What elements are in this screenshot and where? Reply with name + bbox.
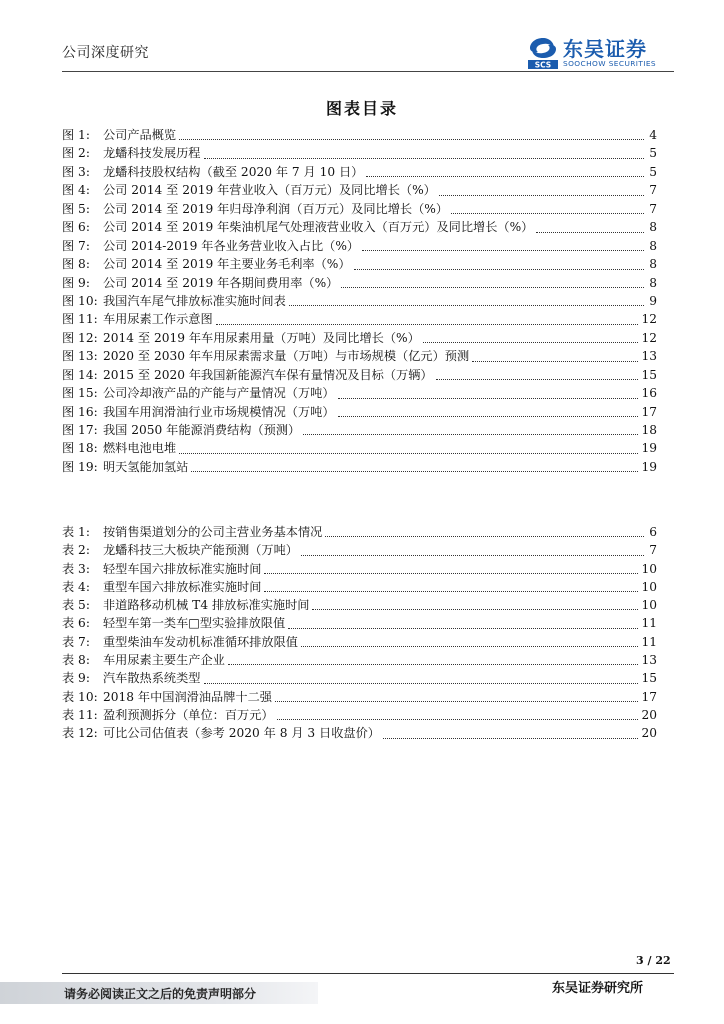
figure-entry-label: 图 6: bbox=[62, 220, 90, 235]
dot-leader bbox=[366, 175, 644, 177]
figure-entry-label: 图 1: bbox=[62, 128, 90, 142]
figure-entry-label: 图 10: bbox=[62, 293, 98, 308]
figure-entry-label: 图 2: bbox=[62, 146, 90, 161]
header-divider bbox=[62, 71, 674, 72]
table-entry-title: 非道路移动机械 T4 排放标准实施时间 bbox=[103, 598, 310, 613]
figure-entry-page: 18 bbox=[641, 423, 657, 437]
figure-entry-page: 19 bbox=[641, 441, 657, 456]
table-entry-title: 按销售渠道划分的公司主营业务基本情况 bbox=[103, 525, 323, 539]
table-entry-label: 表 7: bbox=[62, 634, 90, 649]
table-entry-title: 车用尿素主要生产企业 bbox=[103, 653, 225, 668]
table-list bbox=[62, 523, 657, 743]
figure-entry-label: 图 16: bbox=[62, 404, 98, 419]
table-entry-label: 表 12: bbox=[62, 726, 98, 741]
figure-entry-page: 12 bbox=[641, 312, 657, 327]
dot-leader bbox=[179, 452, 638, 454]
dot-leader bbox=[301, 645, 638, 647]
figure-entry[interactable] bbox=[62, 163, 657, 181]
dot-leader bbox=[341, 286, 644, 288]
table-entry-title: 轻型车国六排放标准实施时间 bbox=[103, 561, 262, 576]
figure-entry[interactable] bbox=[62, 200, 657, 218]
figure-entry-page: 7 bbox=[649, 183, 657, 198]
table-entry[interactable] bbox=[62, 523, 657, 541]
figure-entry-label: 图 13: bbox=[62, 349, 98, 364]
figure-entry[interactable] bbox=[62, 310, 657, 328]
table-entry-label: 表 9: bbox=[62, 671, 90, 686]
svg-text:SCS: SCS bbox=[534, 60, 552, 70]
figure-entry-page: 13 bbox=[641, 349, 657, 364]
dot-leader bbox=[536, 231, 644, 233]
figure-entry-page: 8 bbox=[649, 238, 657, 253]
toc-title: 图表目录 bbox=[325, 99, 398, 118]
research-institute-name: 东吴证券研究所 bbox=[552, 981, 644, 996]
table-entry-label: 表 11: bbox=[62, 707, 98, 722]
figure-entry[interactable] bbox=[62, 292, 657, 310]
figure-entry-title: 龙蟠科技发展历程 bbox=[103, 146, 201, 161]
figure-entry[interactable] bbox=[62, 144, 657, 162]
dot-leader bbox=[436, 378, 639, 380]
table-entry[interactable] bbox=[62, 688, 657, 706]
table-entry-label: 表 1: bbox=[62, 525, 90, 539]
dot-leader bbox=[439, 194, 644, 196]
brand-name-en: SOOCHOW SECURITIES bbox=[563, 59, 657, 68]
figure-entry[interactable] bbox=[62, 255, 657, 273]
figure-entry[interactable] bbox=[62, 126, 657, 144]
table-entry[interactable] bbox=[62, 541, 657, 559]
figure-entry[interactable] bbox=[62, 403, 657, 421]
figure-entry-title: 车用尿素工作示意图 bbox=[103, 312, 213, 327]
table-entry-label: 表 8: bbox=[62, 653, 90, 668]
table-entry-title: 2018 年中国润滑油品牌十二强 bbox=[103, 689, 272, 704]
table-entry-label: 表 2: bbox=[62, 543, 90, 558]
dot-leader bbox=[325, 535, 644, 537]
table-entry-page: 6 bbox=[649, 525, 657, 539]
figure-entry[interactable] bbox=[62, 384, 657, 402]
figure-entry-label: 图 8: bbox=[62, 257, 90, 272]
figure-entry-page: 12 bbox=[641, 330, 657, 345]
dot-leader bbox=[338, 415, 639, 417]
table-entry-page: 15 bbox=[641, 671, 657, 686]
figure-entry-title: 明天氢能加氢站 bbox=[103, 459, 189, 474]
figure-entry-page: 8 bbox=[649, 220, 657, 235]
table-entry[interactable] bbox=[62, 651, 657, 669]
figure-entry-title: 公司 2014-2019 年各业务营业收入占比（%） bbox=[103, 238, 360, 253]
figure-entry-page: 4 bbox=[649, 128, 657, 142]
table-entry-title: 重型柴油车发动机标准循环排放限值 bbox=[103, 634, 298, 649]
table-entry-page: 11 bbox=[641, 634, 657, 649]
dot-leader bbox=[451, 212, 644, 214]
figure-entry-label: 图 9: bbox=[62, 275, 90, 290]
dot-leader bbox=[179, 138, 644, 140]
figure-entry-title: 公司 2014 至 2019 年归母净利润（百万元）及同比增长（%） bbox=[103, 201, 449, 216]
figure-entry[interactable] bbox=[62, 237, 657, 255]
figure-entry-page: 8 bbox=[649, 275, 657, 290]
brand-name-cn: 东吴证券 bbox=[563, 37, 647, 61]
dot-leader bbox=[354, 268, 644, 270]
figure-entry[interactable] bbox=[62, 218, 657, 236]
figure-entry-title: 公司冷却液产品的产能与产量情况（万吨） bbox=[103, 386, 335, 401]
table-entry-title: 重型车国六排放标准实施时间 bbox=[103, 579, 262, 594]
figure-entry-title: 我国 2050 年能源消费结构（预测） bbox=[103, 423, 301, 437]
report-type-label: 公司深度研究 bbox=[62, 45, 149, 61]
figure-entry-page: 5 bbox=[649, 164, 657, 179]
dot-leader bbox=[275, 700, 639, 702]
figure-entry[interactable] bbox=[62, 329, 657, 347]
table-entry[interactable] bbox=[62, 724, 657, 742]
table-entry-title: 可比公司估值表（参考 2020 年 8 月 3 日收盘价） bbox=[103, 726, 380, 741]
table-entry-label: 表 3: bbox=[62, 561, 90, 576]
figure-entry-page: 15 bbox=[641, 367, 657, 382]
table-entry-page: 17 bbox=[641, 689, 657, 704]
table-entry[interactable] bbox=[62, 560, 657, 578]
dot-leader bbox=[472, 360, 638, 362]
table-entry-page: 11 bbox=[641, 616, 657, 631]
figure-entry-label: 图 17: bbox=[62, 423, 98, 437]
figure-entry[interactable] bbox=[62, 439, 657, 457]
table-entry-page: 10 bbox=[641, 598, 657, 613]
dot-leader bbox=[301, 554, 644, 556]
table-entry[interactable] bbox=[62, 633, 657, 651]
table-entry-label: 表 5: bbox=[62, 598, 90, 613]
figure-entry-title: 2014 至 2019 年车用尿素用量（万吨）及同比增长（%） bbox=[103, 330, 420, 345]
figure-entry-label: 图 14: bbox=[62, 367, 98, 382]
dot-leader bbox=[277, 718, 639, 720]
figure-entry-label: 图 3: bbox=[62, 164, 90, 179]
soochow-logo-icon bbox=[527, 36, 559, 70]
figure-entry-page: 7 bbox=[649, 201, 657, 216]
table-entry-page: 10 bbox=[641, 579, 657, 594]
figure-list bbox=[62, 126, 657, 476]
figure-entry[interactable] bbox=[62, 421, 657, 439]
figure-entry-page: 5 bbox=[649, 146, 657, 161]
figure-entry-title: 龙蟠科技股权结构（截至 2020 年 7 月 10 日） bbox=[103, 164, 364, 179]
table-entry-title: 轻型车第一类车□型实验排放限值 bbox=[103, 616, 286, 631]
figure-entry-title: 燃料电池电堆 bbox=[103, 441, 177, 456]
figure-entry-title: 公司 2014 至 2019 年主要业务毛利率（%） bbox=[103, 257, 351, 272]
table-entry-page: 20 bbox=[641, 707, 657, 722]
figure-entry[interactable] bbox=[62, 347, 657, 365]
table-entry-page: 7 bbox=[649, 543, 657, 558]
figure-entry-label: 图 11: bbox=[62, 312, 98, 327]
table-entry-page: 10 bbox=[641, 561, 657, 576]
figure-entry-label: 图 19: bbox=[62, 459, 98, 474]
dot-leader bbox=[191, 470, 638, 472]
footer-divider bbox=[62, 973, 674, 974]
dot-leader bbox=[264, 590, 638, 592]
dot-leader bbox=[303, 433, 638, 435]
table-entry-page: 20 bbox=[641, 726, 657, 741]
dot-leader bbox=[288, 627, 638, 629]
dot-leader bbox=[204, 157, 645, 159]
figure-entry-label: 图 7: bbox=[62, 238, 90, 253]
dot-leader bbox=[216, 323, 639, 325]
figure-entry[interactable] bbox=[62, 458, 657, 476]
dot-leader bbox=[204, 682, 639, 684]
figure-entry[interactable] bbox=[62, 181, 657, 199]
figure-entry-title: 公司 2014 至 2019 年营业收入（百万元）及同比增长（%） bbox=[103, 183, 436, 198]
figure-entry-title: 公司 2014 至 2019 年柴油机尾气处理液营业收入（百万元）及同比增长（%） bbox=[103, 220, 534, 235]
figure-entry-page: 16 bbox=[641, 386, 657, 401]
table-entry-title: 龙蟠科技三大板块产能预测（万吨） bbox=[103, 543, 298, 558]
figure-entry-title: 公司产品概览 bbox=[103, 128, 177, 142]
table-entry[interactable] bbox=[62, 596, 657, 614]
page-indicator: 3 / 22 bbox=[636, 954, 671, 967]
disclaimer-text: 请务必阅读正文之后的免责声明部分 bbox=[64, 987, 257, 1001]
dot-leader bbox=[264, 572, 638, 574]
dot-leader bbox=[423, 341, 639, 343]
figure-entry[interactable] bbox=[62, 366, 657, 384]
figure-entry-title: 我国车用润滑油行业市场规模情况（万吨） bbox=[103, 404, 335, 419]
dot-leader bbox=[312, 608, 638, 610]
figure-entry-title: 2015 至 2020 年我国新能源汽车保有量情况及目标（万辆） bbox=[103, 367, 433, 382]
figure-entry[interactable] bbox=[62, 274, 657, 292]
soochow-logo bbox=[527, 36, 677, 70]
table-entry[interactable] bbox=[62, 669, 657, 687]
table-entry-label: 表 6: bbox=[62, 616, 90, 631]
figure-entry-label: 图 12: bbox=[62, 330, 98, 345]
table-entry-title: 汽车散热系统类型 bbox=[103, 671, 201, 686]
dot-leader bbox=[383, 737, 639, 739]
dot-leader bbox=[228, 663, 639, 665]
figure-entry-page: 9 bbox=[649, 293, 657, 308]
figure-entry-label: 图 4: bbox=[62, 183, 90, 198]
table-entry-title: 盈利预测拆分（单位：百万元） bbox=[103, 707, 274, 722]
figure-entry-page: 17 bbox=[641, 404, 657, 419]
dot-leader bbox=[362, 249, 644, 251]
dot-leader bbox=[338, 397, 639, 399]
figure-entry-title: 2020 至 2030 年车用尿素需求量（万吨）与市场规模（亿元）预测 bbox=[103, 349, 470, 364]
dot-leader bbox=[289, 304, 644, 306]
figure-entry-label: 图 15: bbox=[62, 386, 98, 401]
table-entry[interactable] bbox=[62, 578, 657, 596]
figure-entry-label: 图 5: bbox=[62, 201, 90, 216]
table-entry[interactable] bbox=[62, 614, 657, 632]
figure-entry-title: 公司 2014 至 2019 年各期间费用率（%） bbox=[103, 275, 339, 290]
table-entry-label: 表 10: bbox=[62, 689, 98, 704]
table-entry[interactable] bbox=[62, 706, 657, 724]
table-entry-page: 13 bbox=[641, 653, 657, 668]
table-entry-label: 表 4: bbox=[62, 579, 90, 594]
figure-entry-label: 图 18: bbox=[62, 441, 98, 456]
figure-entry-page: 19 bbox=[641, 459, 657, 474]
figure-entry-title: 我国汽车尾气排放标准实施时间表 bbox=[103, 293, 286, 308]
figure-entry-page: 8 bbox=[649, 257, 657, 272]
